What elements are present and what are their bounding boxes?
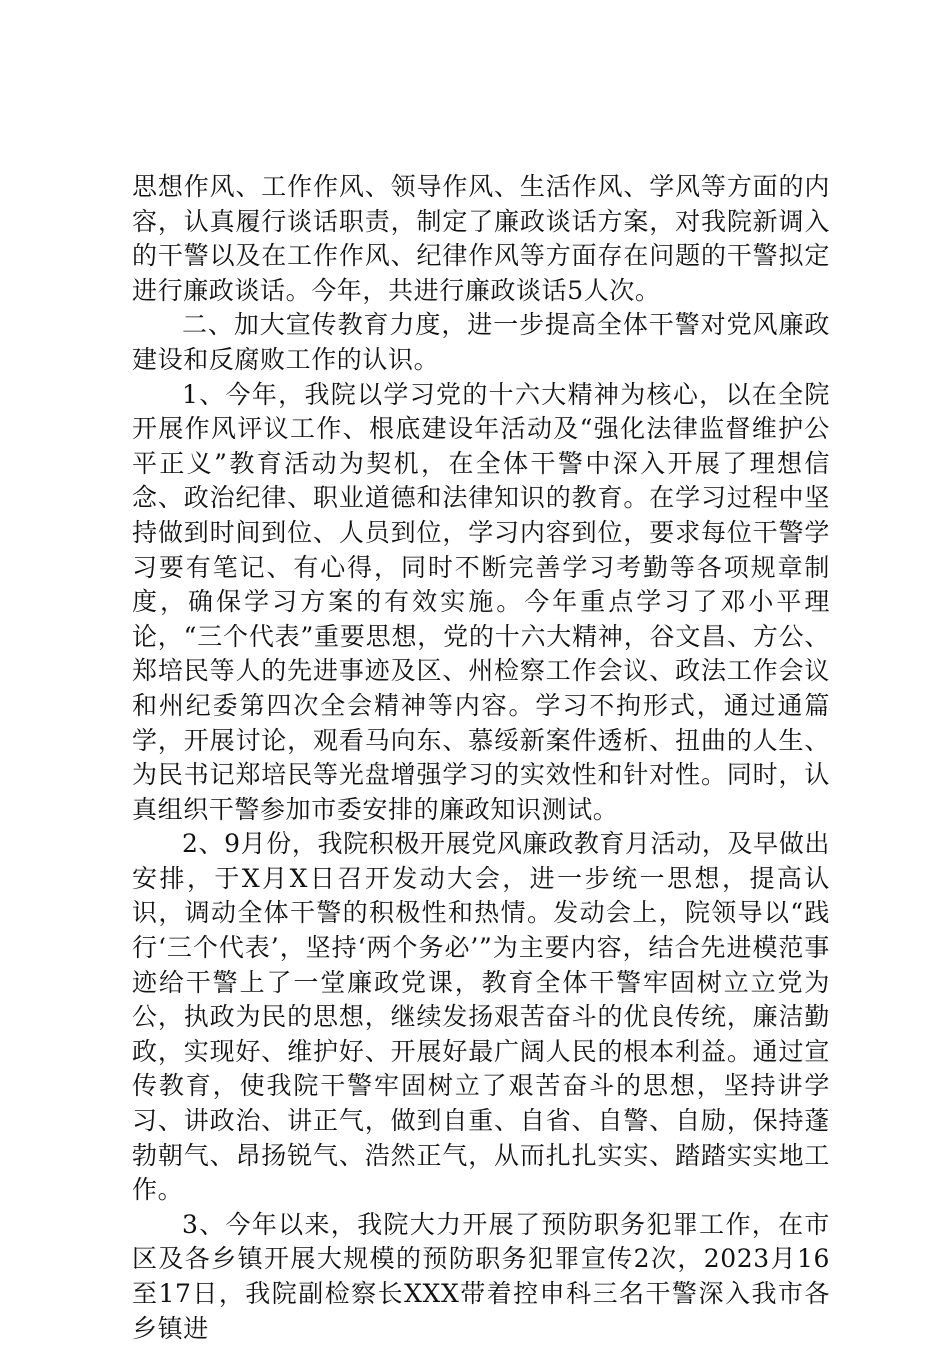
paragraph-item-2: 2、9月份，我院积极开展党风廉政教育月活动，及早做出安排，于X月X日召开发动大会，进一步统一思想，提高认识，调动全体干警的积极性和热情。发动会上，院领导以“践行‘三个代表’，坚持‘两个务必’”为主要内容，结合先进模范事迹给干警上了一堂廉政党课，教育全体干警牢固树立立党为公，执政为民的思想，继续发扬艰苦奋斗的优良传统，廉洁勤政，实现好、维护好、开展好最广阔人民的根本利益。通过宣传教育，使我院干警牢固树立了艰苦奋斗的思想，坚持讲学习、讲政治、讲正气，做到自重、自省、自警、自励，保持蓬勃朝气、昂扬锐气、浩然正气，从而扎扎实实、踏踏实实地工作。 xyxy=(132,829,830,1205)
paragraph-talks: 思想作风、工作作风、领导作风、生活作风、学风等方面的内容，认真履行谈话职责，制定了廉政谈话方案，对我院新调入的干警以及在工作作风、纪律作风等方面存在问题的干警拟定进行廉政谈话。今年，共进行廉政谈话5人次。 xyxy=(132,172,830,305)
paragraph-item-3: 3、今年以来，我院大力开展了预防职务犯罪工作，在市区及各乡镇开展大规模的预防职务犯罪宣传2次，2023月16至17日，我院副检察长XXX带着控申科三名干警深入我市各乡镇进 xyxy=(132,1209,830,1343)
paragraph-item-1: 1、今年，我院以学习党的十六大精神为核心，以在全院开展作风评议工作、根底建设年活动及“强化法律监督维护公平正义”教育活动为契机，在全体干警中深入开展了理想信念、政治纪律、职业道德和法律知识的教育。在学习过程中坚持做到时间到位、人员到位，学习内容到位，要求每位干警学习要有笔记、有心得，同时不断完善学习考勤等各项规章制度，确保学习方案的有效实施。今年重点学习了邓小平理论，“三个代表”重要思想，党的十六大精神，谷文昌、方公、郑培民等人的先进事迹及区、州检察工作会议、政法工作会议和州纪委第四次全会精神等内容。学习不拘形式，通过通篇学，开展讨论，观看马向东、慕绥新案件透析、扭曲的人生、为民书记郑培民等光盘增强学习的实效性和针对性。同时，认真组织干警参加市委安排的廉政知识测试。 xyxy=(132,379,830,824)
section-heading-two: 二、加大宣传教育力度，进一步提高全体干警对党风廉政建设和反腐败工作的认识。 xyxy=(132,310,830,374)
document-body xyxy=(132,170,830,1346)
